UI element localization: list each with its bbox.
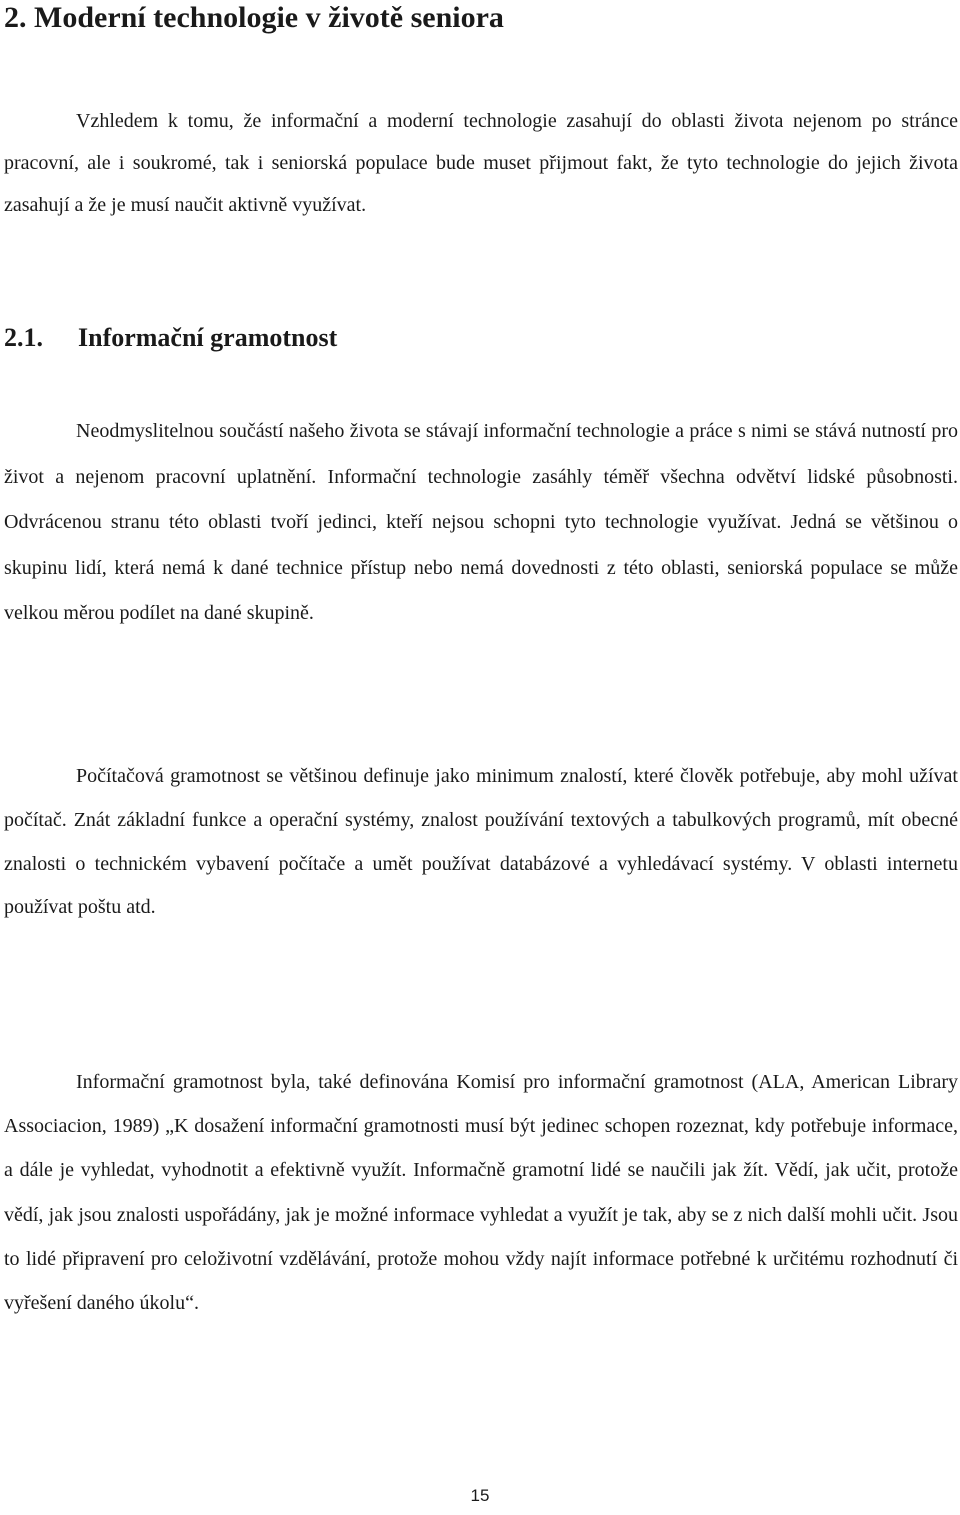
chapter-title: Moderní technologie v životě seniora bbox=[34, 1, 504, 34]
section-paragraph: Neodmyslitelnou součástí našeho života se stávají informační technologie a práce s nimi se stává nutností pro život a nejenom pracovní uplatnění. Informační technologie zasáhly téměř všechna odvětví lidské působnosti. Odvrácenou stranu této oblasti tvoří jedinci, kteří nejsou schopni tyto technologie využívat. Jedná se většinou o skupinu lidí, která nemá k dané technice přístup nebo nemá dovednosti z této oblasti, seniorská populace se může velkou měrou podílet na dané skupině. bbox=[4, 420, 958, 624]
section-paragraph: Informační gramotnost byla, také definována Komisí pro informační gramotnost (ALA, American Library Associacion, 1989) „K dosažení informační gramotnosti musí být jedinec schopen rozeznat, kdy potřebuje informace, a dále je vyhledat, vyhodnotit a efektivně využít. Informačně gramotní lidé se naučili jak žít. Vědí, jak učit, protože vědí, jak jsou znalosti uspořádány, jak je možné informace vyhledat a využít je tak, aby se z nich další mohli učit. Jsou to lidé připravení pro celoživotní vzdělávání, protože mohou vždy najít informace potřebné k určitému rozhodnutí či vyřešení daného úkolu“. bbox=[4, 1071, 958, 1315]
chapter-heading bbox=[4, 0, 504, 36]
section-number: 2.1. bbox=[4, 323, 43, 352]
chapter-intro-paragraph: Vzhledem k tomu, že informační a moderní technologie zasahují do oblasti života nejenom po stránce pracovní, ale i soukromé, tak i seniorská populace bude muset přijmout fakt, že tyto technologie do jejich života zasahují a že je musí naučit aktivně využívat. bbox=[4, 110, 958, 216]
chapter-number: 2. bbox=[4, 1, 27, 34]
section-title: Informační gramotnost bbox=[78, 323, 338, 352]
section-heading bbox=[4, 320, 337, 356]
section-paragraph: Počítačová gramotnost se většinou definuje jako minimum znalostí, které člověk potřebuje, aby mohl užívat počítač. Znát základní funkce a operační systémy, znalost používání textových a tabulkových programů, mít obecné znalosti o technickém vybavení počítače a umět používat databázové a vyhledávací systémy. V oblasti internetu používat poštu atd. bbox=[4, 765, 958, 919]
page-number: 15 bbox=[470, 1486, 490, 1505]
